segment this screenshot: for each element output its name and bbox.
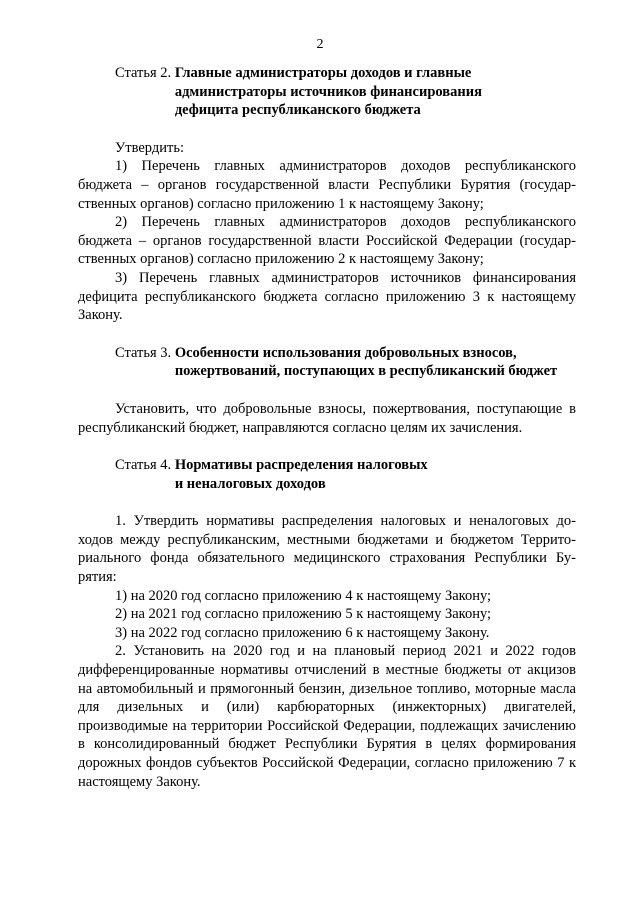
page-number: 2 [316, 37, 324, 52]
article-4-paragraph: 2. Установить на 2020 год и на плановый период 2021 и 2022 годов дифференцированные нормативы отчислений в местные бюджеты от акцизов на автомобильный и прямогонный бензин, дизельное топливо, моторные масла для дизельных и (или) карбюраторных (инжекторных) двигателей, производимые на территории Российской Федерации, подлежащих зачислению в консолидированный бюджет Республики Бурятия в целях формирования дорожных фондов субъектов Российской Федерации, согласно приложению 7 к настоящему Закону. [78, 643, 576, 790]
article-2-paragraph: 3) Перечень главных администраторов источников финансирования дефицита республиканского бюджета согласно приложению 3 к настоящему Закону. [78, 269, 576, 324]
article-4-list-item: 1) на 2020 год согласно приложению 4 к настоящему Закону; [115, 587, 492, 604]
article-3-label: Статья 3. [115, 344, 175, 361]
article-3-title: Особенности использования добровольных взносов, пожертвований, поступающих в республиканский бюджет [174, 344, 558, 380]
article-4-label: Статья 4. [115, 457, 175, 474]
article-2-label: Статья 2. [115, 65, 175, 81]
article-4-list-item: 2) на 2021 год согласно приложению 5 к настоящему Закону; [115, 606, 492, 623]
article-2-intro: Утвердить: [115, 139, 184, 156]
article-2-heading [78, 64, 576, 120]
article-4-title: Нормативы распределения налоговых и неналоговых доходов [174, 457, 428, 492]
article-2-paragraph: 2) Перечень главных администраторов доходов республиканского бюджета – органов государственной власти Российской Федерации (государственных органов) согласно приложению 2 к настоящему Закону; [78, 214, 576, 268]
article-3-paragraph: Установить, что добровольные взносы, пожертвования, поступающие в республиканский бюджет, направляются согласно целям их зачисления. [78, 400, 576, 436]
article-4-paragraph: 1. Утвердить нормативы распределения налоговых и неналоговых доходов между республиканским, местными бюджетами и бюджетом Территориального фонда обязательного медицинского страхования Республики Бурятия: [78, 513, 576, 586]
article-2-paragraph: 1) Перечень главных администраторов доходов республиканского бюджета – органов государственной власти Республики Бурятия (государственных органов) согласно приложению 1 к настоящему Закону; [78, 158, 576, 212]
article-3-heading [78, 344, 576, 381]
article-4-heading [78, 456, 576, 493]
article-4-list-item: 3) на 2022 год согласно приложению 6 к настоящему Закону. [115, 624, 490, 641]
article-2-title: Главные администраторы доходов и главные администраторы источников финансирования дефицита республиканского бюджета [174, 65, 482, 119]
document-body [78, 64, 576, 791]
